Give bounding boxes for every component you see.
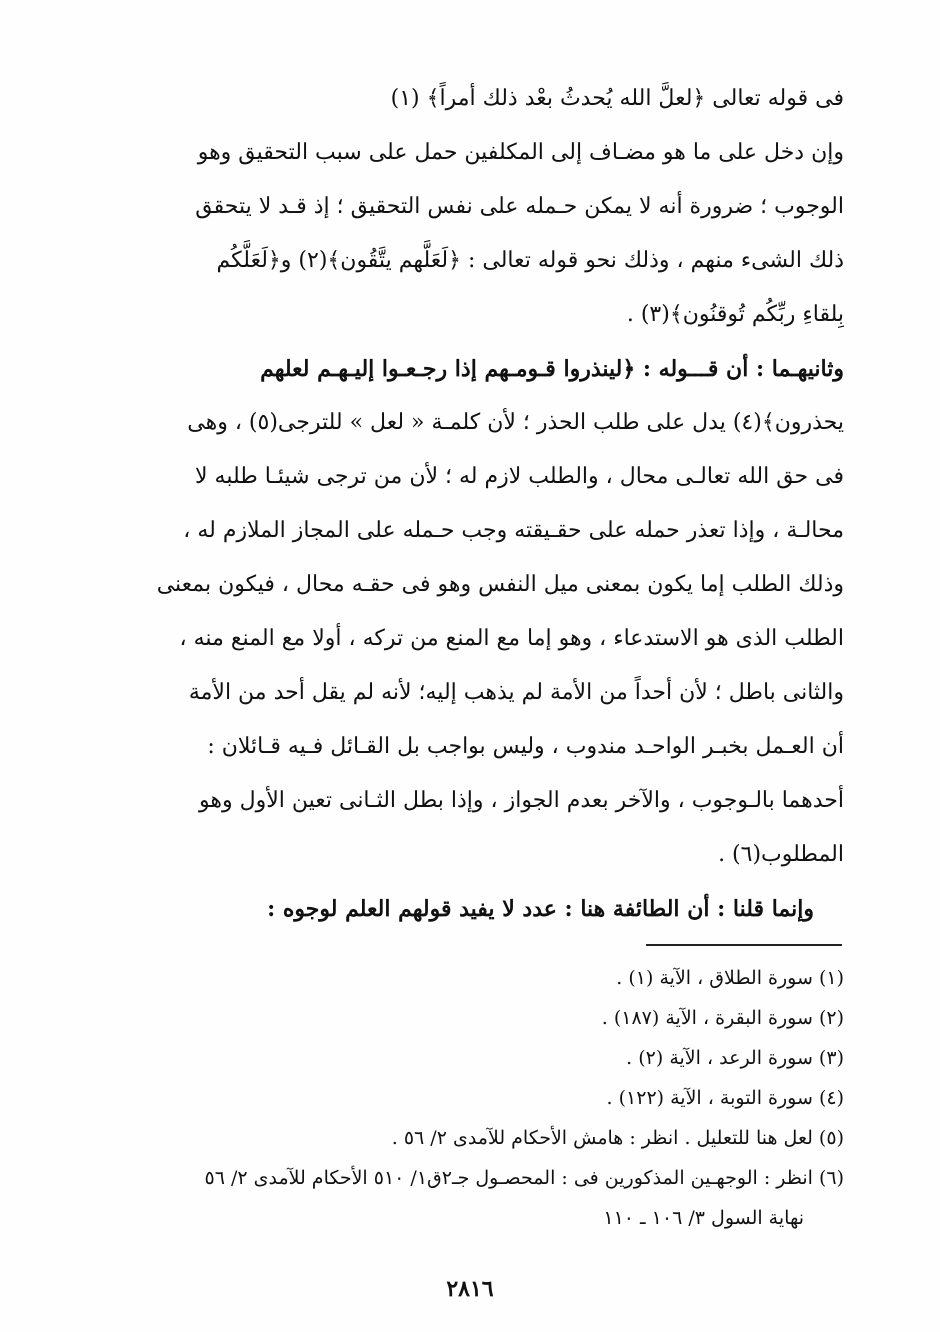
text-line: وإن دخل على ما هو مضـاف إلى المكلفين حمل على سبب التحقيق وهو [197,140,844,165]
text-line: المطلوب(٦) . [718,842,844,867]
footnote-divider [646,944,842,946]
footnote: (٥) لعل هنا للتعليل . انظر : هامش الأحكام للآمدى ٢/ ٥٦ . [391,1127,844,1149]
text-line: أن العـمل بخبـر الواحـد مندوب ، وليس بواجب بل القـائل فـيه قـائلان : [207,734,844,759]
footnote: (١) سورة الطلاق ، الآية (١) . [616,967,844,989]
footnote: (٣) سورة الرعد ، الآية (٢) . [626,1047,844,1069]
text-line: فى حق الله تعالـى محال ، والطلب لازم له ؛ لأن من ترجى شيئـا طلبه لا [194,464,844,489]
text-line: الوجوب ؛ ضرورة أنه لا يمكن حـمله على نفس التحقيق ؛ إذ قـد لا يتحقق [195,194,844,219]
text-line: والثانى باطل ؛ لأن أحداً من الأمة لم يذهب إليه؛ لأنه لم يقل أحد من الأمة [188,680,844,705]
text-line: وإنما قلنا : أن الطائفة هنا : عدد لا يفيد قولهم العلم لوجوه : [267,896,814,922]
text-line: وذلك الطلب إما يكون بمعنى ميل النفس وهو فى حقـه محال ، فيكون بمعنى [156,572,844,597]
page-number: ٢٨١٦ [446,1276,494,1302]
footnotes [128,958,844,1238]
footnote: (٦) انظر : الوجهـين المذكورين فى : المحصـول جـ٢ق١/ ٥١٠ الأحكام للآمدى ٢/ ٥٦ [204,1167,844,1189]
text-line: وثانيهـما : أن قـــوله : ﴿لينذروا قـومـهم إذا رجـعـوا إليـهـم لعلهم [260,356,844,382]
text-line: أحدهما بالـوجوب ، والآخر بعدم الجواز ، وإذا بطل الثـانى تعين الأول وهو [199,788,844,813]
text-line: ذلك الشىء منهم ، وذلك نحو قوله تعالى : ﴿لَعَلَّهم يتَّقُون﴾(٢) و﴿لَعَلَّكُم [216,248,844,273]
footnote-continuation: نهاية السول ٣/ ١٠٦ ـ ١١٠ [603,1207,804,1229]
text-line: محالـة ، وإذا تعذر حمله على حقـيقته وجب حـمله على المجاز الملازم له ، [183,518,844,543]
footnote: (٤) سورة التوبة ، الآية (١٢٢) . [606,1087,844,1109]
text-line: يحذرون﴾(٤) يدل على طلب الحذر ؛ لأن كلمـة « لعل » للترجى(٥) ، وهى [187,410,844,435]
text-line: فى قوله تعالى ﴿لعلَّ الله يُحدثُ بعْد ذلك أمراً﴾ (١) [390,86,844,111]
footnote: (٢) سورة البقرة ، الآية (١٨٧) . [601,1007,844,1029]
text-line: الطلب الذى هو الاستدعاء ، وهو إما مع المنع من تركه ، أولا مع المنع منه ، [179,626,844,651]
main-text [128,72,844,936]
text-line: بِلقاءِ ربِّكُم تُوقنُون﴾(٣) . [626,302,844,327]
